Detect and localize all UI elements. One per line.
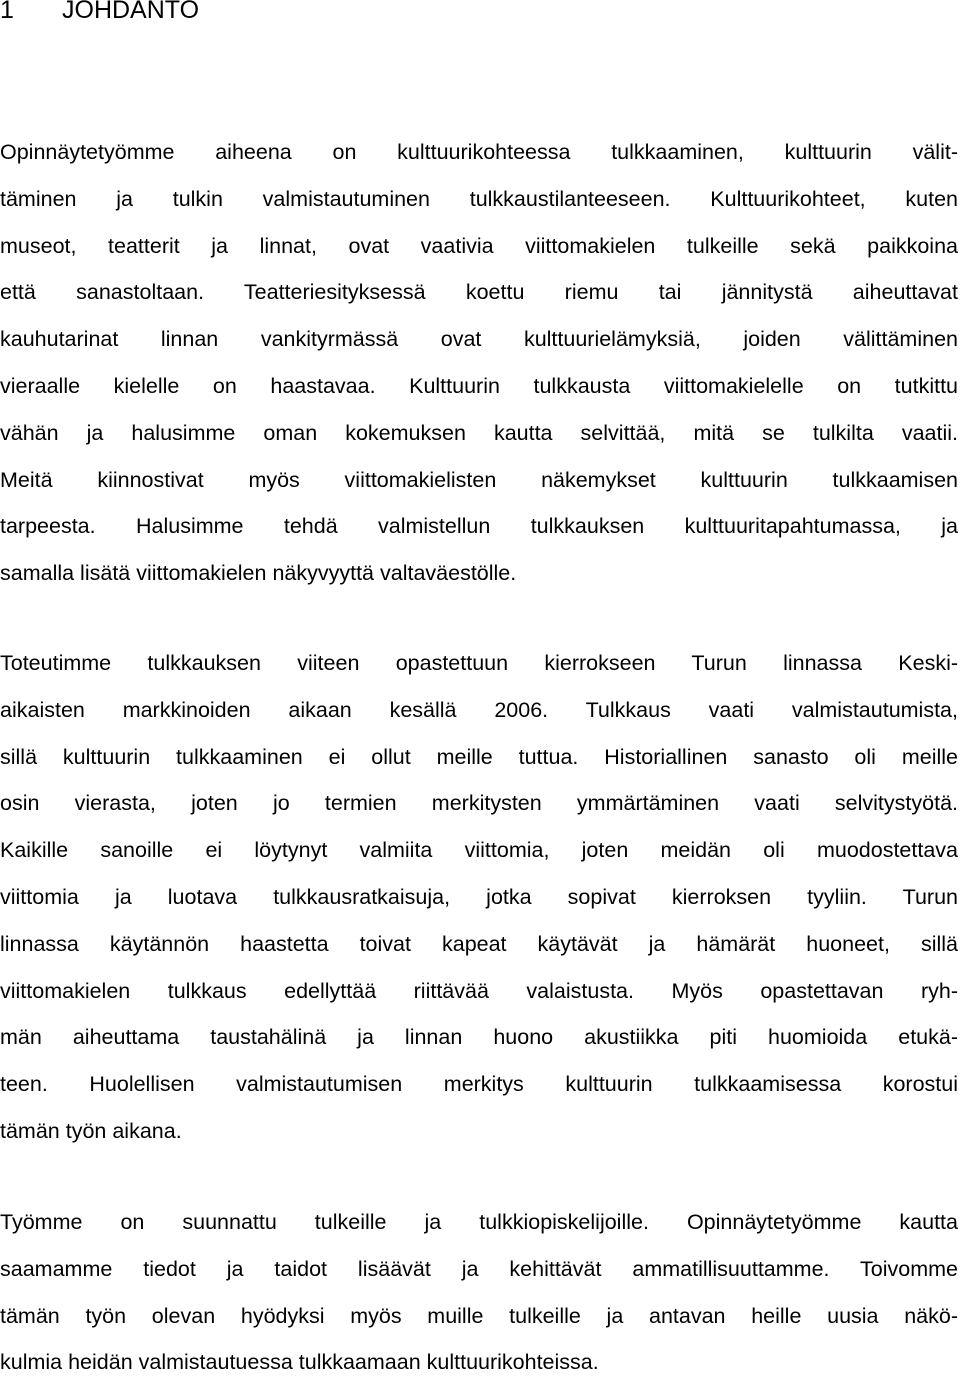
text-line: män aiheuttama taustahälinä ja linnan huono akustiikka piti huomioida etukä- (0, 1025, 958, 1050)
text-line: linnassa käytännön haastetta toivat kapeat käytävät ja hämärät huoneet, sillä (0, 931, 958, 956)
chapter-title: JOHDANTO (62, 0, 200, 24)
text-line: teen. Huolellisen valmistautumisen merkitys kulttuurin tulkkaamisessa korostui (0, 1072, 958, 1097)
paragraph-2 (0, 640, 958, 1155)
chapter-heading (0, 0, 199, 26)
text-line: viittomakielen tulkkaus edellyttää riittävää valaistusta. Myös opastettavan ryh- (0, 978, 958, 1003)
text-line: samalla lisätä viittomakielen näkyvyyttä valtaväestölle. (0, 561, 517, 586)
paragraph-1 (0, 129, 958, 597)
text-line: tarpeesta. Halusimme tehdä valmistellun tulkkauksen kulttuuritapahtumassa, ja (0, 514, 958, 539)
text-line: vähän ja halusimme oman kokemuksen kautta selvittää, mitä se tulkilta vaatii. (0, 420, 958, 445)
paragraph-3 (0, 1199, 958, 1386)
text-line: kauhutarinat linnan vankityrmässä ovat kulttuurielämyksiä, joiden välittäminen (0, 327, 958, 352)
text-line: tämän työn olevan hyödyksi myös muille tulkeille ja antavan heille uusia näkö- (0, 1303, 958, 1328)
text-line: kulmia heidän valmistautuessa tulkkaamaan kulttuurikohteissa. (0, 1350, 599, 1375)
text-line: Kaikille sanoille ei löytynyt valmiita viittomia, joten meidän oli muodostettava (0, 838, 958, 863)
text-line: Työmme on suunnattu tulkeille ja tulkkiopiskelijoille. Opinnäytetyömme kautta (0, 1210, 958, 1234)
text-line: vieraalle kielelle on haastavaa. Kulttuurin tulkkausta viittomakielelle on tutkittu (0, 373, 958, 398)
text-line: sillä kulttuurin tulkkaaminen ei ollut meille tuttua. Historiallinen sanasto oli meille (0, 744, 958, 769)
text-line: täminen ja tulkin valmistautuminen tulkkaustilanteeseen. Kulttuurikohteet, kuten (0, 186, 958, 211)
text-line: tämän työn aikana. (0, 1118, 182, 1143)
text-line: aikaisten markkinoiden aikaan kesällä 2006. Tulkkaus vaati valmistautumista, (0, 697, 958, 722)
text-line: Meitä kiinnostivat myös viittomakielisten näkemykset kulttuurin tulkkaamisen (0, 467, 958, 492)
text-line: museot, teatterit ja linnat, ovat vaativia viittomakielen tulkeille sekä paikkoina (0, 233, 958, 258)
text-line: viittomia ja luotava tulkkausratkaisuja, jotka sopivat kierroksen tyyliin. Turun (0, 884, 958, 909)
text-line: osin vierasta, joten jo termien merkitysten ymmärtäminen vaati selvitystyötä. (0, 791, 958, 816)
text-line: Opinnäytetyömme aiheena on kulttuurikohteessa tulkkaaminen, kulttuurin välit- (0, 140, 958, 164)
text-line: Toteutimme tulkkauksen viiteen opastettuun kierrokseen Turun linnassa Keski- (0, 651, 958, 675)
chapter-number: 1 (0, 0, 14, 24)
text-line: että sanastoltaan. Teatteriesityksessä koettu riemu tai jännitystä aiheuttavat (0, 280, 958, 305)
text-line: saamamme tiedot ja taidot lisäävät ja kehittävät ammatillisuuttamme. Toivomme (0, 1256, 958, 1281)
